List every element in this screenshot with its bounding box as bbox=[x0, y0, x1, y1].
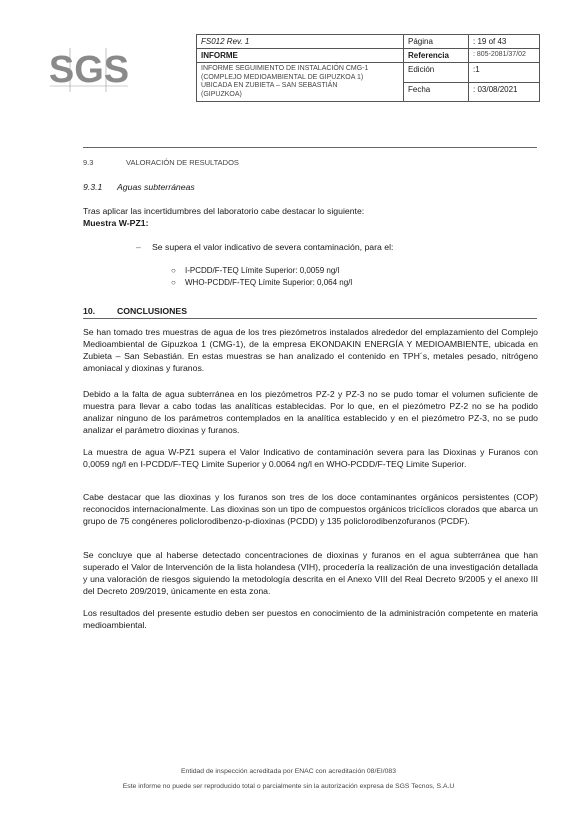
dash-icon: – bbox=[136, 242, 141, 252]
sub-item-text: WHO-PCDD/F-TEQ Límite Superior: 0,064 ng/l bbox=[185, 278, 353, 287]
section-title: VALORACIÓN DE RESULTADOS bbox=[126, 158, 239, 167]
dash-bullet-item bbox=[136, 242, 393, 252]
section-number: 10. bbox=[83, 306, 96, 316]
paragraph: La muestra de agua W-PZ1 supera el Valor Indicativo de contaminación severa para las Dioxinas y Furanos con 0,0059 ng/l en I-PCDD/F-TEQ Limite Superior y 0.0064 ng/l en WHO-PCDD/F-TEQ Limite Superior. bbox=[83, 447, 538, 469]
header-divider bbox=[83, 147, 537, 148]
sgs-logo-graphic bbox=[50, 46, 128, 94]
report-title-line: (COMPLEJO MEDIOAMBIENTAL DE GIPUZKOA 1) bbox=[201, 73, 364, 81]
paragraph: Los resultados del presente estudio deben ser puestos en conocimiento de la administración competente en materia medioambiental. bbox=[83, 608, 538, 630]
sub-bullet-item bbox=[171, 278, 352, 287]
page-value: : 19 of 43 bbox=[469, 35, 540, 49]
section-heading-10 bbox=[83, 305, 538, 317]
dash-item-text: Se supera el valor indicativo de severa contaminación, para el: bbox=[152, 242, 394, 252]
report-title-line: INFORME SEGUIMIENTO DE INSTALACIÓN CMG-1 bbox=[201, 65, 369, 72]
section-number: 9.3 bbox=[83, 158, 94, 167]
paragraph: Cabe destacar que las dioxinas y los furanos son tres de los doce contaminantes orgánicos persistentes (COP) reconocidos internacionalmente. Las dioxinas son un tipo de compuestos orgánicos tricíclicos clorados que abarca un grupo de 75 congéneres policlorodibenzo-p-dioxinas (PCDD) y 135 policlorodibenzofuranos (PCDF). bbox=[83, 492, 538, 526]
ref-label: Referencia bbox=[404, 49, 469, 63]
paragraph: Se han tomado tres muestras de agua de los tres piezómetros instalados alrededor del emplazamiento del Complejo Medioambiental de Gipuzkoa 1 (CMG-1), de la empresa EKONDAKIN ENERGÍA Y MEDIOAMBIENTE, ubicada en Zubieta – San Sebastián. En estas muestras se han analizado el contenido en TPH´s, metales pesado, nitrógeno amoniacal y dioxinas y furanos. bbox=[83, 327, 538, 373]
report-title-line: UBICADA EN ZUBIETA – SAN SEBASTIÁN bbox=[201, 82, 338, 89]
paragraph: Se concluye que al haberse detectado concentraciones de dioxinas y furanos en el agua subterránea que han superado el Valor de Intervención de la lista holandesa (VIH), procedería la realización de una investigación detallada y una valoración de riesgos siguiendo la metodología descrita en el Anexo VIII del Real Decreto 9/2005 y el anexo III del Decreto 209/2019, únicamente en esta zona. bbox=[83, 550, 538, 596]
circle-bullet-icon: ○ bbox=[171, 278, 176, 287]
ref-value: : 805-2081/37/02 bbox=[469, 49, 540, 63]
report-title bbox=[197, 63, 404, 102]
doc-type: INFORME bbox=[197, 49, 404, 63]
sub-item-text: I-PCDD/F-TEQ Límite Superior: 0,0059 ng/l bbox=[185, 266, 340, 275]
section-heading-9-3-1 bbox=[83, 181, 538, 193]
footer-copyright: Este informe no puede ser reproducido total o parcialmente sin la autorización expresa de SGS Tecnos, S.A.U bbox=[122, 783, 455, 790]
circle-bullet-icon: ○ bbox=[171, 266, 176, 275]
footer-accreditation: Entidad de inspección acreditada por ENAC con acreditación 08/EI/083 bbox=[181, 768, 396, 775]
edition-label: Edición bbox=[404, 63, 469, 83]
section-number: 9.3.1 bbox=[83, 182, 103, 192]
report-title-line: (GIPUZKOA) bbox=[201, 90, 242, 98]
date-value: : 03/08/2021 bbox=[469, 82, 540, 102]
sample-label: Muestra W-PZ1: bbox=[83, 218, 149, 228]
sub-bullet-item bbox=[171, 266, 339, 275]
date-label: Fecha bbox=[404, 82, 469, 102]
logo-wordmark: SGS bbox=[50, 49, 128, 91]
section-heading-9-3 bbox=[83, 157, 538, 169]
page-label: Página bbox=[404, 35, 469, 49]
edition-value: :1 bbox=[469, 63, 540, 83]
intro-text: Tras aplicar las incertidumbres del laboratorio cabe destacar lo siguiente: bbox=[83, 206, 365, 216]
document-header-table bbox=[196, 34, 540, 102]
section-divider bbox=[83, 318, 537, 319]
paragraph: Debido a la falta de agua subterránea en los piezómetros PZ-2 y PZ-3 no se pudo tomar el volumen suficiente de muestra para llevar a cabo todas las analíticas establecidas. Por lo que, en el piezómetro PZ-2 no se ha podido analizar ninguno de los parámetros contemplados en la analítica establecido y en el piezómetro PZ-3, no se pudo analizar el parámetro dioxinas y furanos. bbox=[83, 389, 538, 435]
section-title: CONCLUSIONES bbox=[117, 306, 187, 316]
doc-code: FS012 Rev. 1 bbox=[197, 35, 404, 49]
section-title: Aguas subterráneas bbox=[117, 182, 195, 192]
sgs-logo bbox=[50, 46, 128, 94]
